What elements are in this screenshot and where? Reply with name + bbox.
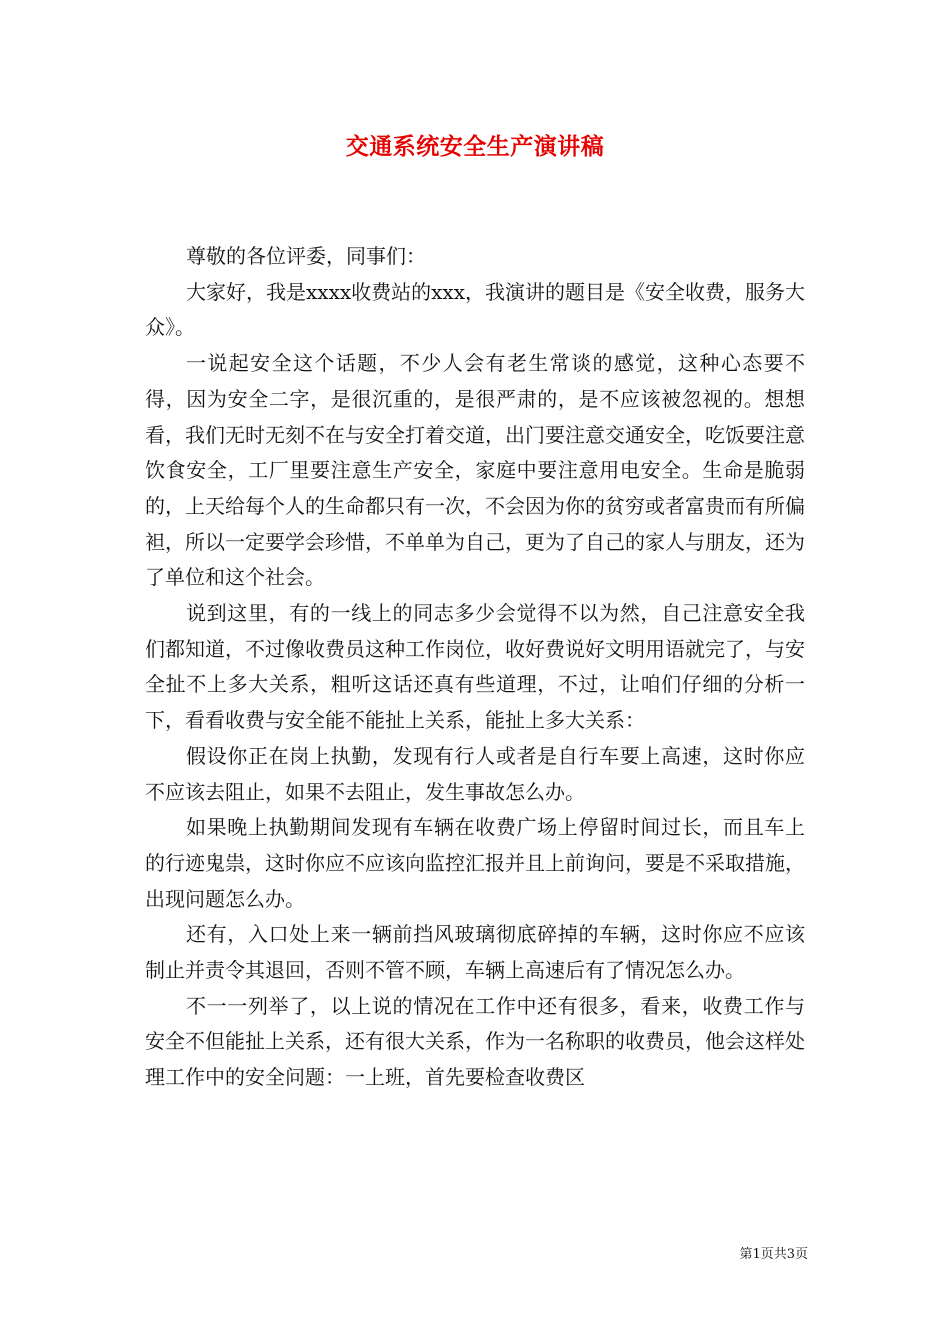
paragraph: 假设你正在岗上执勤，发现有行人或者是自行车要上高速，这时你应不应该去阻止，如果不去阻止，发生事故怎么办。: [145, 743, 805, 804]
document-title: 交通系统安全生产演讲稿: [345, 133, 605, 160]
paragraph: 一说起安全这个话题，不少人会有老生常谈的感觉，这种心态要不得，因为安全二字，是很沉重的，是很严肃的，是不应该被忽视的。想想看，我们无时无刻不在与安全打着交道，出门要注意交通安全，吃饭要注意饮食安全，工厂里要注意生产安全，家庭中要注意用电安全。生命是脆弱的，上天给每个人的生命都只有一次，不会因为你的贫穷或者富贵而有所偏袒，所以一定要学会珍惜，不单单为自己，更为了自己的家人与朋友，还为了单位和这个社会。: [145, 351, 805, 590]
paragraph: 还有，入口处上来一辆前挡风玻璃彻底碎掉的车辆，这时你应不应该制止并责令其退回，否则不管不顾，车辆上高速后有了情况怎么办。: [145, 922, 805, 983]
paragraph-salutation: 尊敬的各位评委，同事们：: [186, 244, 426, 268]
paragraph: 如果晚上执勤期间发现有车辆在收费广场上停留时间过长，而且车上的行迹鬼祟，这时你应不应该向监控汇报并且上前询问，要是不采取措施，出现问题怎么办。: [145, 815, 805, 911]
paragraph: 大家好，我是xxxx收费站的xxx，我演讲的题目是《安全收费，服务大众》。: [145, 279, 805, 340]
paragraph: 说到这里，有的一线上的同志多少会觉得不以为然，自己注意安全我们都知道，不过像收费员这种工作岗位，收好费说好文明用语就完了，与安全扯不上多大关系，粗听这话还真有些道理，不过，让咱们仔细的分析一下，看看收费与安全能不能扯上关系，能扯上多大关系：: [145, 601, 805, 733]
page-number-footer: 第1页共3页: [739, 1247, 808, 1262]
paragraph: 不一一列举了，以上说的情况在工作中还有很多，看来，收费工作与安全不但能扯上关系，还有很大关系，作为一名称职的收费员，他会这样处理工作中的安全问题：一上班，首先要检查收费区: [145, 993, 805, 1090]
document-body: [145, 239, 805, 1096]
